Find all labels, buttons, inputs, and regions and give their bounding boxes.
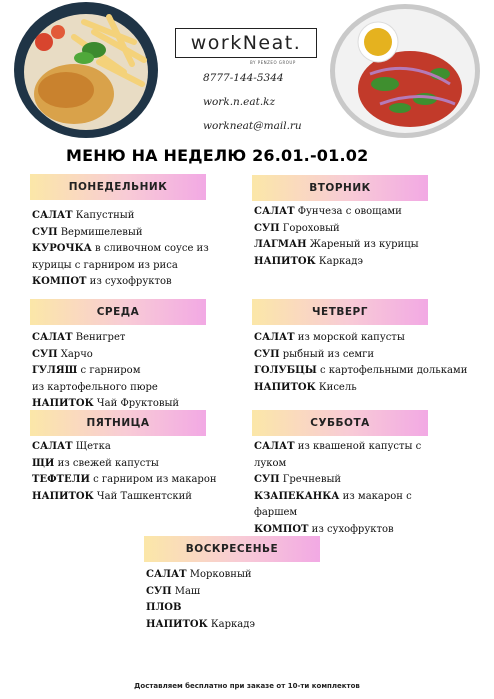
menu-list-thursday [254, 330, 492, 396]
menu-item: СУП Вермишелевый [32, 226, 143, 238]
menu-item: из картофельного пюре [32, 381, 158, 393]
menu-title: МЕНЮ НА НЕДЕЛЮ 26.01.-01.02 [66, 146, 369, 165]
menu-item: ЩИ из свежей капусты [32, 457, 159, 469]
menu-item: СУП Маш [146, 585, 201, 597]
menu-list-sunday [146, 567, 356, 633]
menu-item: САЛАТ Венигрет [32, 332, 126, 343]
menu-item: ПЛОВ [146, 602, 182, 614]
menu-item: САЛАТ Щетка [32, 441, 111, 452]
day-header-monday: ПОНЕДЕЛЬНИК [30, 174, 206, 200]
brand-sub: BY PENZEO GROUP [250, 60, 296, 65]
menu-item: САЛАТ Морковный [146, 569, 252, 580]
menu-item: СУП Харчо [32, 348, 93, 360]
delivery-note: Доставляем бесплатно при заказе от 10-ти комплектов [134, 682, 360, 690]
menu-item: КОМПОТ из сухофруктов [32, 276, 172, 288]
menu-item: СУП Гороховый [254, 222, 340, 234]
menu-item: ГОЛУБЦЫ с картофельными дольками [254, 365, 468, 377]
menu-list-wednesday [32, 330, 237, 413]
pasta-chicken-photo [14, 2, 158, 138]
menu-item: фаршем [254, 507, 298, 519]
phone-number: 8777-144-5344 [203, 72, 284, 84]
menu-item: САЛАТ из морской капусты [254, 332, 405, 343]
menu-item: НАПИТОК Кисель [254, 381, 357, 393]
menu-item: ЛАГМАН Жареный из курицы [254, 239, 419, 251]
menu-item: САЛАТ Капустный [32, 210, 135, 221]
day-header-thursday: ЧЕТВЕРГ [252, 299, 428, 325]
menu-item: курицы с гарниром из риса [32, 259, 178, 271]
salad-photo [330, 4, 480, 138]
day-header-wednesday: СРЕДА [30, 299, 206, 325]
day-header-saturday: СУББОТА [252, 410, 428, 436]
email: workneat@mail.ru [203, 120, 302, 132]
menu-list-tuesday [254, 204, 489, 270]
menu-item: НАПИТОК Чай Фруктовый [32, 398, 180, 410]
menu-list-saturday [254, 439, 489, 539]
menu-item: КУРОЧКА в сливочном соусе из [32, 243, 209, 255]
website: work.n.eat.kz [203, 96, 276, 108]
menu-item: КЗАПЕКАНКА из макарон с [254, 490, 412, 502]
menu-item: ГУЛЯШ с гарниром [32, 365, 141, 377]
day-header-tuesday: ВТОРНИК [252, 175, 428, 201]
menu-item: САЛАТ из квашеной капусты с [254, 441, 422, 452]
menu-list-monday [32, 208, 237, 291]
menu-item: НАПИТОК Чай Ташкентский [32, 490, 192, 502]
menu-item: СУП Гречневый [254, 474, 342, 486]
menu-item: ТЕФТЕЛИ с гарниром из макарон [32, 474, 217, 486]
menu-item: НАПИТОК Каркадэ [254, 255, 363, 267]
day-header-friday: ПЯТНИЦА [30, 410, 206, 436]
menu-item: СУП рыбный из семги [254, 348, 375, 360]
menu-list-friday [32, 439, 242, 505]
menu-item: САЛАТ Фунчеза с овощами [254, 206, 402, 217]
menu-item: НАПИТОК Каркадэ [146, 618, 255, 630]
day-header-sunday: ВОСКРЕСЕНЬЕ [144, 536, 320, 562]
brand-logo: workNeat. [175, 28, 317, 58]
menu-item: КОМПОТ из сухофруктов [254, 523, 394, 535]
menu-item: луком [254, 457, 287, 469]
